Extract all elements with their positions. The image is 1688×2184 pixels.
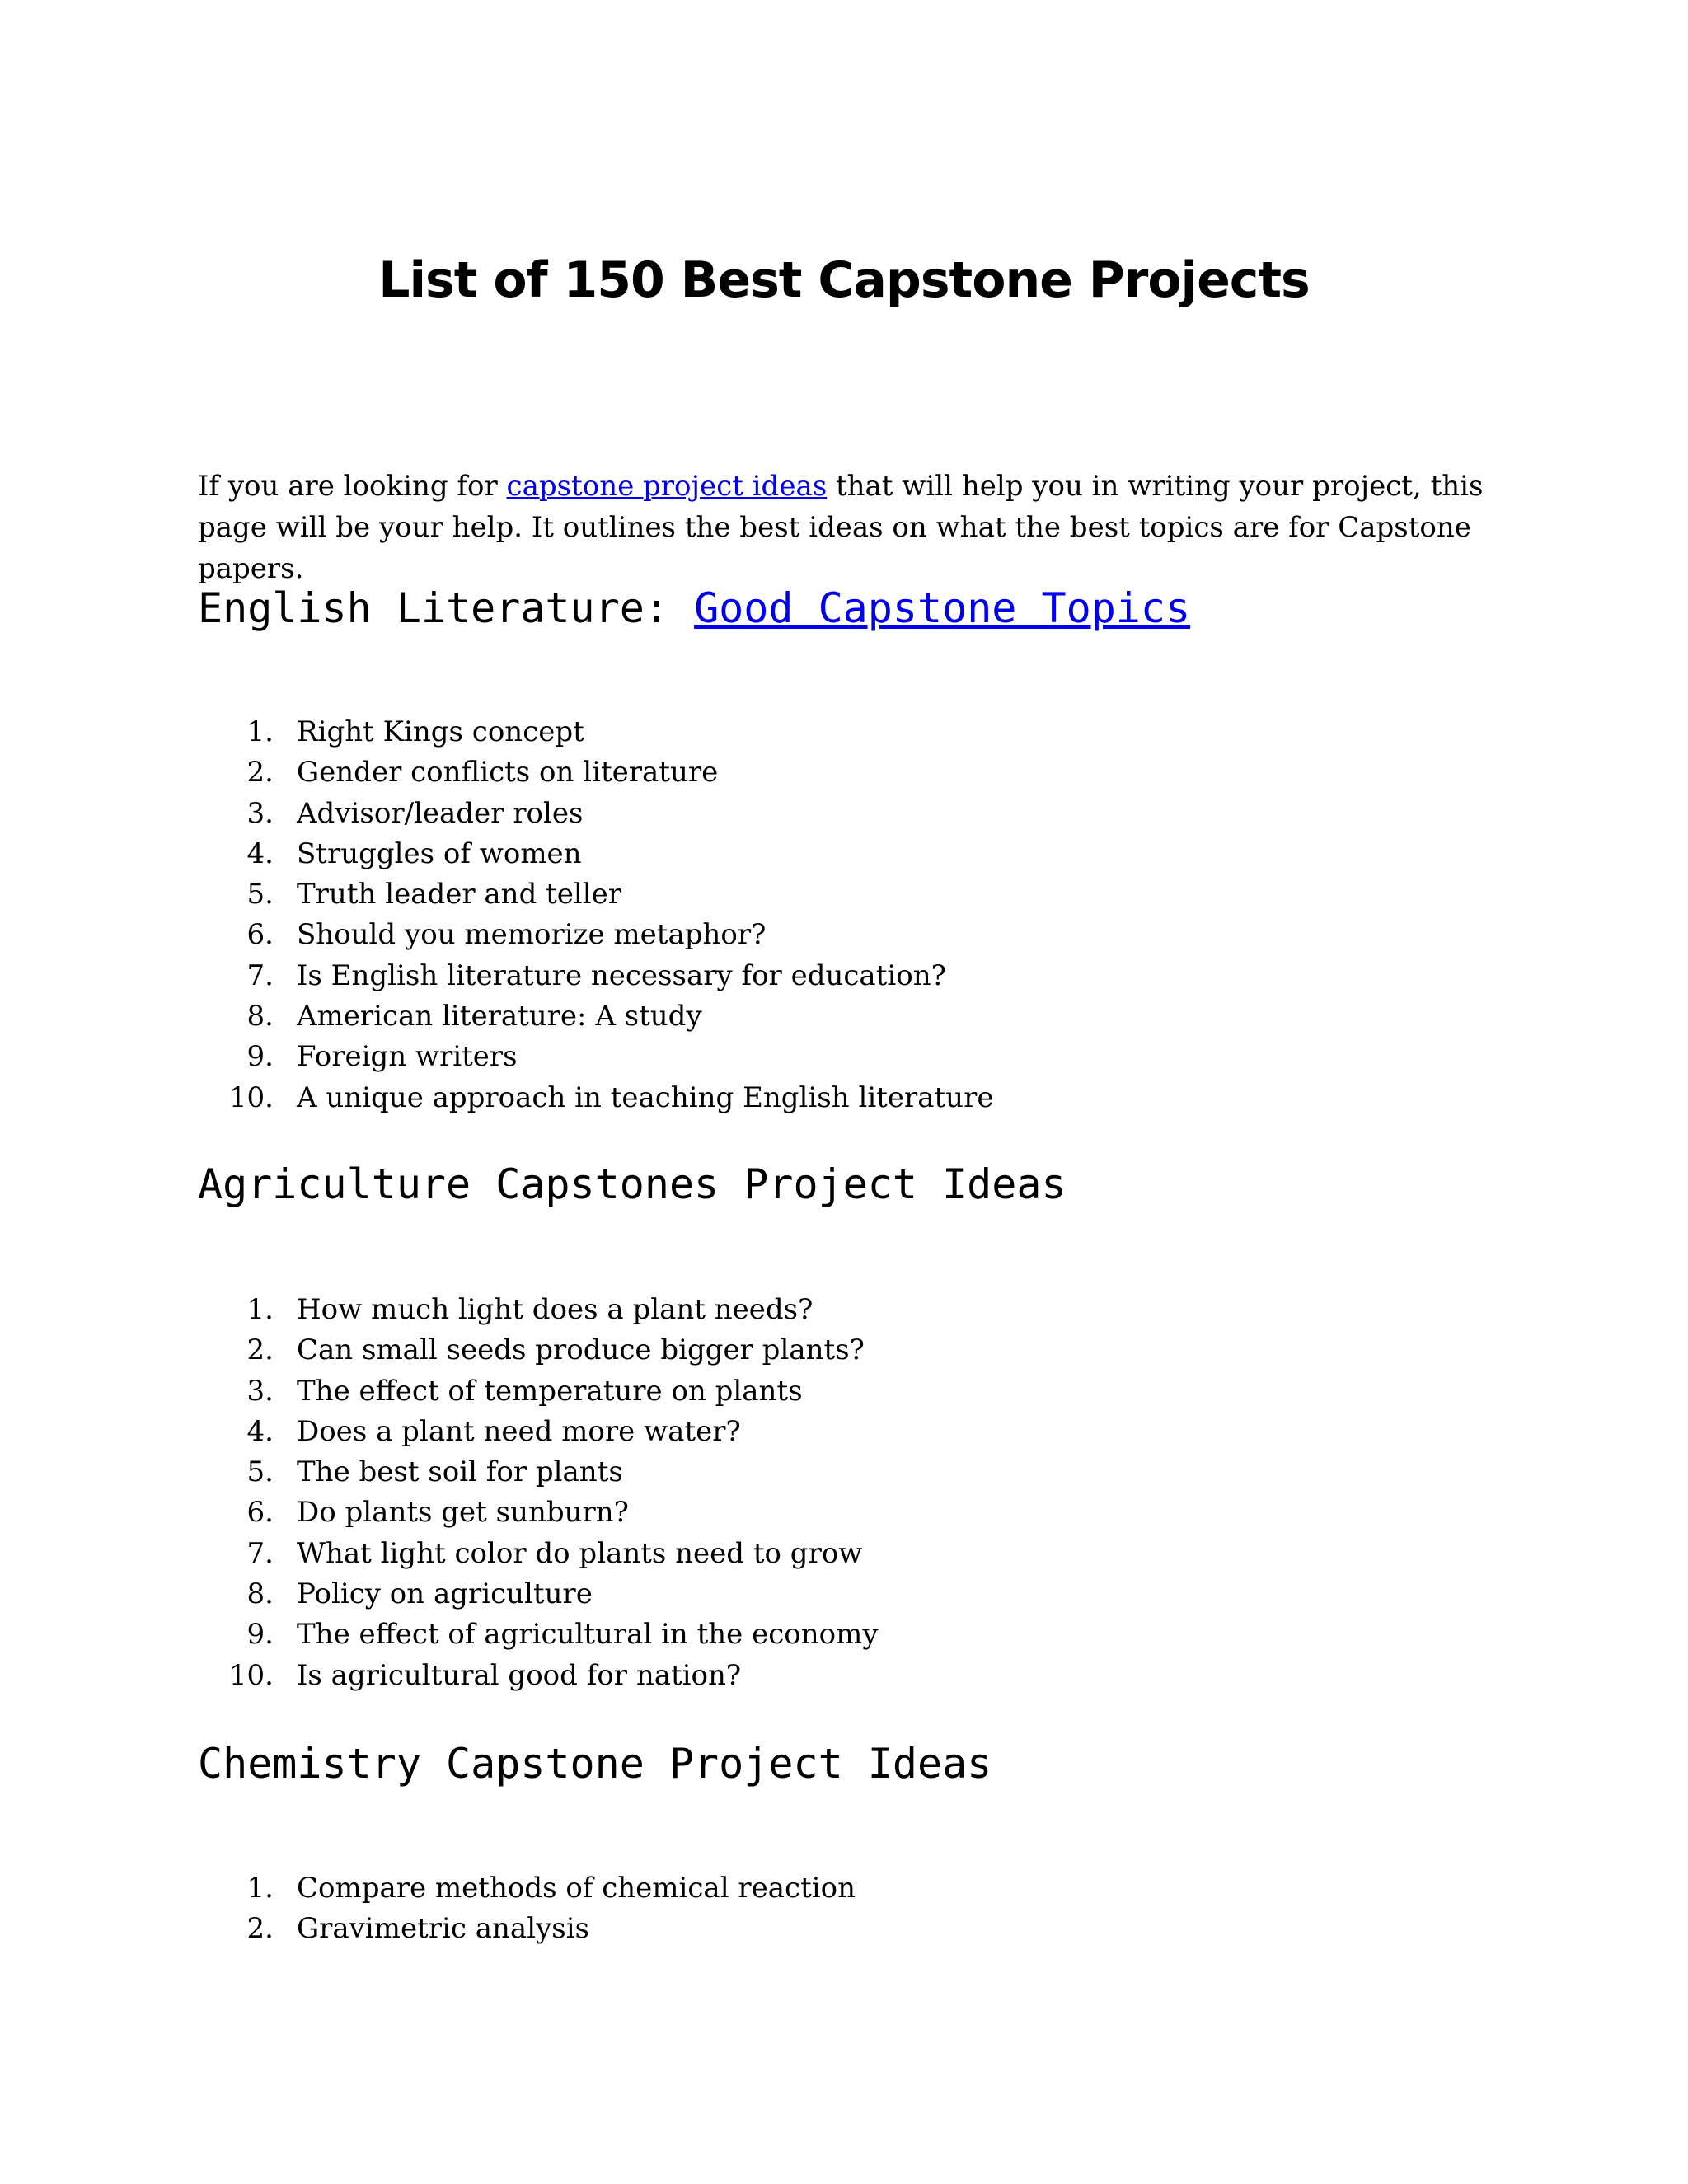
- list-item: [198, 996, 1434, 1037]
- intro-text-before: If you are looking for: [198, 470, 507, 503]
- capstone-project-ideas-link[interactable]: capstone project ideas: [506, 470, 828, 503]
- list-text: Gravimetric analysis: [297, 1912, 590, 1946]
- list-number: 8.: [246, 1577, 274, 1611]
- list-text: Gender conflicts on literature: [297, 756, 719, 790]
- list-number: 7.: [246, 1536, 274, 1570]
- list-text: Right Kings concept: [297, 715, 584, 748]
- list-text: The effect of agricultural in the economy: [297, 1618, 879, 1652]
- list-item: [198, 1868, 1434, 1909]
- list-item: [198, 1493, 1434, 1533]
- list-text: American literature: A study: [297, 1000, 702, 1033]
- list-text: The effect of temperature on plants: [297, 1374, 803, 1408]
- list-item: [198, 1330, 1434, 1371]
- list-text: Foreign writers: [297, 1040, 518, 1074]
- list-text: What light color do plants need to grow: [297, 1536, 863, 1570]
- good-capstone-topics-link[interactable]: Good Capstone Topics: [694, 584, 1191, 632]
- list-number: 6.: [246, 918, 274, 952]
- list-item: [198, 1371, 1434, 1412]
- list-item: [198, 1037, 1434, 1077]
- list-number: 1.: [246, 1293, 274, 1326]
- list-number: 5.: [246, 1455, 274, 1489]
- intro-text-after: that will help you in writing your project, this page will be your help. It outlines the best ideas on what the best topics are for Capstone papers.: [198, 470, 1484, 585]
- page-title: List of 150 Best Capstone Projects: [378, 251, 1310, 309]
- intro-paragraph: [198, 466, 1517, 589]
- english-literature-list: [198, 712, 1434, 1118]
- list-number: 4.: [246, 1414, 274, 1448]
- list-item: [198, 794, 1434, 834]
- list-number: 9.: [246, 1618, 274, 1652]
- list-item: [198, 712, 1434, 752]
- list-item: [198, 1574, 1434, 1615]
- list-number: 1.: [246, 1872, 274, 1905]
- list-item: [198, 752, 1434, 793]
- list-text: Advisor/leader roles: [297, 796, 584, 830]
- heading-prefix: English Literature:: [198, 584, 695, 632]
- list-item: [198, 1909, 1434, 1949]
- list-item: [198, 1290, 1434, 1330]
- chemistry-list: [198, 1868, 1434, 1950]
- list-item: [198, 1078, 1434, 1118]
- list-item: [198, 1615, 1434, 1655]
- list-number: 5.: [246, 878, 274, 912]
- list-text: Truth leader and teller: [297, 878, 622, 912]
- list-text: Compare methods of chemical reaction: [297, 1872, 856, 1905]
- list-number: 2.: [246, 1333, 274, 1367]
- list-text: Is agricultural good for nation?: [297, 1658, 742, 1692]
- list-number: 9.: [246, 1040, 274, 1074]
- list-text: Is English literature necessary for education?: [297, 958, 946, 992]
- list-number: 2.: [246, 756, 274, 790]
- list-number: 7.: [246, 958, 274, 992]
- list-number: 1.: [246, 715, 274, 748]
- list-text: The best soil for plants: [297, 1455, 623, 1489]
- list-number: 4.: [246, 837, 274, 870]
- list-number: 8.: [246, 1000, 274, 1033]
- english-literature-heading: [198, 579, 1190, 637]
- list-item: [198, 956, 1434, 996]
- list-number: 10.: [228, 1658, 274, 1692]
- list-text: Can small seeds produce bigger plants?: [297, 1333, 865, 1367]
- agriculture-list: [198, 1290, 1434, 1696]
- list-number: 10.: [228, 1080, 274, 1114]
- list-item: [198, 874, 1434, 915]
- list-text: Do plants get sunburn?: [297, 1496, 629, 1530]
- list-item: [198, 1656, 1434, 1696]
- list-text: Struggles of women: [297, 837, 582, 870]
- list-item: [198, 834, 1434, 874]
- list-text: How much light does a plant needs?: [297, 1293, 814, 1326]
- list-number: 6.: [246, 1496, 274, 1530]
- list-text: Should you memorize metaphor?: [297, 918, 767, 952]
- list-item: [198, 915, 1434, 955]
- list-text: Policy on agriculture: [297, 1577, 593, 1611]
- list-number: 2.: [246, 1912, 274, 1946]
- list-text: A unique approach in teaching English literature: [297, 1080, 994, 1114]
- list-text: Does a plant need more water?: [297, 1414, 741, 1448]
- list-item: [198, 1412, 1434, 1452]
- list-number: 3.: [246, 1374, 274, 1408]
- chemistry-heading: Chemistry Capstone Project Ideas: [198, 1740, 992, 1788]
- agriculture-heading: Agriculture Capstones Project Ideas: [198, 1160, 1067, 1208]
- list-item: [198, 1452, 1434, 1493]
- list-item: [198, 1534, 1434, 1574]
- list-number: 3.: [246, 796, 274, 830]
